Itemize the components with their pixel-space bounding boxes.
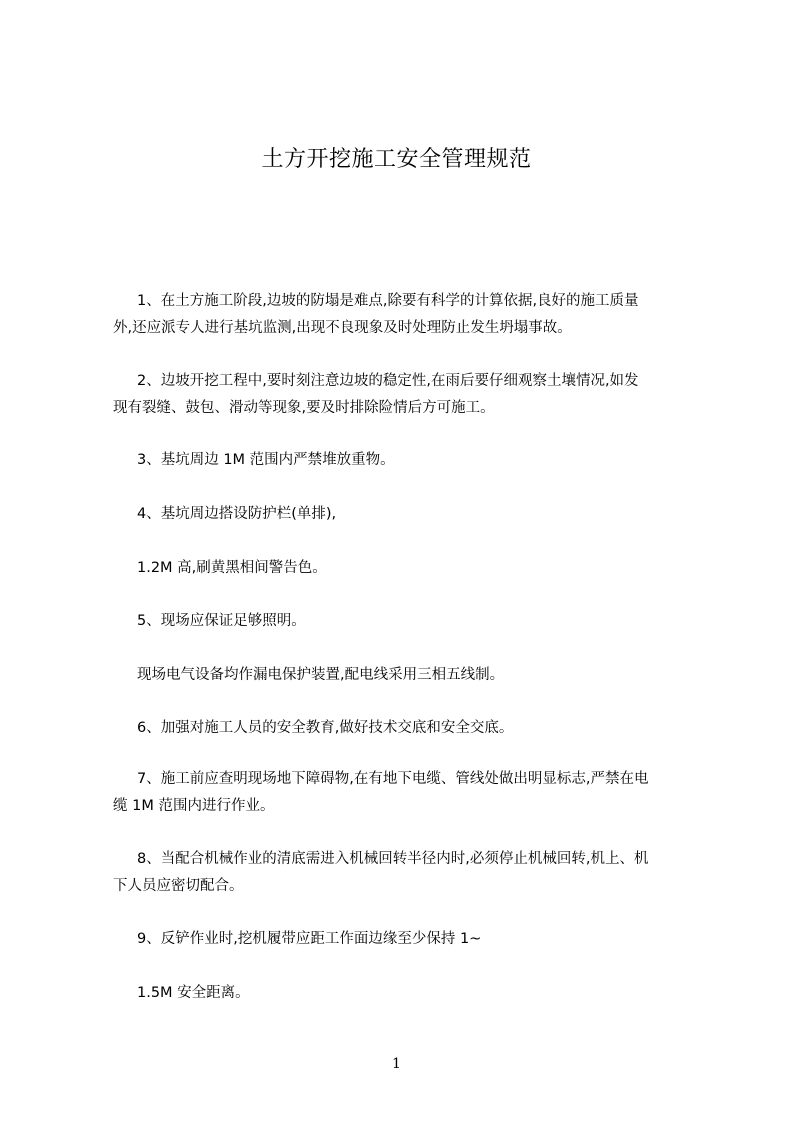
paragraph-7: [113, 766, 713, 820]
paragraph-9-continued: 1.5M 安全距离。: [137, 985, 250, 1001]
paragraph-8: [113, 846, 713, 900]
paragraph-5-continued: 现场电气设备均作漏电保护装置,配电线采用三相五线制。: [137, 667, 505, 683]
paragraph-8-line-1: 8、当配合机械作业的清底需进入机械回转半径内时,必须停止机械回转,机上、机: [137, 851, 649, 867]
paragraph-1: [113, 288, 713, 342]
paragraph-5: 5、现场应保证足够照明。: [137, 613, 306, 629]
paragraph-4: 4、基坑周边搭设防护栏(单排),: [137, 506, 337, 522]
paragraph-4-continued: 1.2M 高,刷黄黑相间警告色。: [137, 560, 327, 576]
paragraph-8-line-2: 下人员应密切配合。: [113, 878, 244, 894]
paragraph-2-line-2: 现有裂缝、鼓包、滑动等现象,要及时排除险情后方可施工。: [113, 400, 495, 416]
paragraph-2: [113, 368, 713, 422]
paragraph-7-line-2: 缆 1M 范围内进行作业。: [113, 798, 275, 814]
paragraph-1-line-1: 1、在土方施工阶段,边坡的防塌是难点,除要有科学的计算依据,良好的施工质量: [137, 293, 639, 309]
paragraph-7-line-1: 7、施工前应查明现场地下障碍物,在有地下电缆、管线处做出明显标志,严禁在电: [137, 771, 649, 787]
paragraph-6: 6、加强对施工人员的安全教育,做好技术交底和安全交底。: [137, 720, 514, 736]
paragraph-2-line-1: 2、边坡开挖工程中,要时刻注意边坡的稳定性,在雨后要仔细观察土壤情况,如发: [137, 373, 639, 389]
document-title: 土方开挖施工安全管理规范: [261, 147, 532, 172]
paragraph-3: 3、基坑周边 1M 范围内严禁堆放重物。: [137, 452, 395, 468]
paragraph-9: 9、反铲作业时,挖机履带应距工作面边缘至少保持 1~: [137, 931, 482, 947]
page-number: 1: [392, 1056, 401, 1072]
paragraph-1-line-2: 外,还应派专人进行基坑监测,出现不良现象及时处理防止发生坍塌事故。: [113, 320, 572, 336]
